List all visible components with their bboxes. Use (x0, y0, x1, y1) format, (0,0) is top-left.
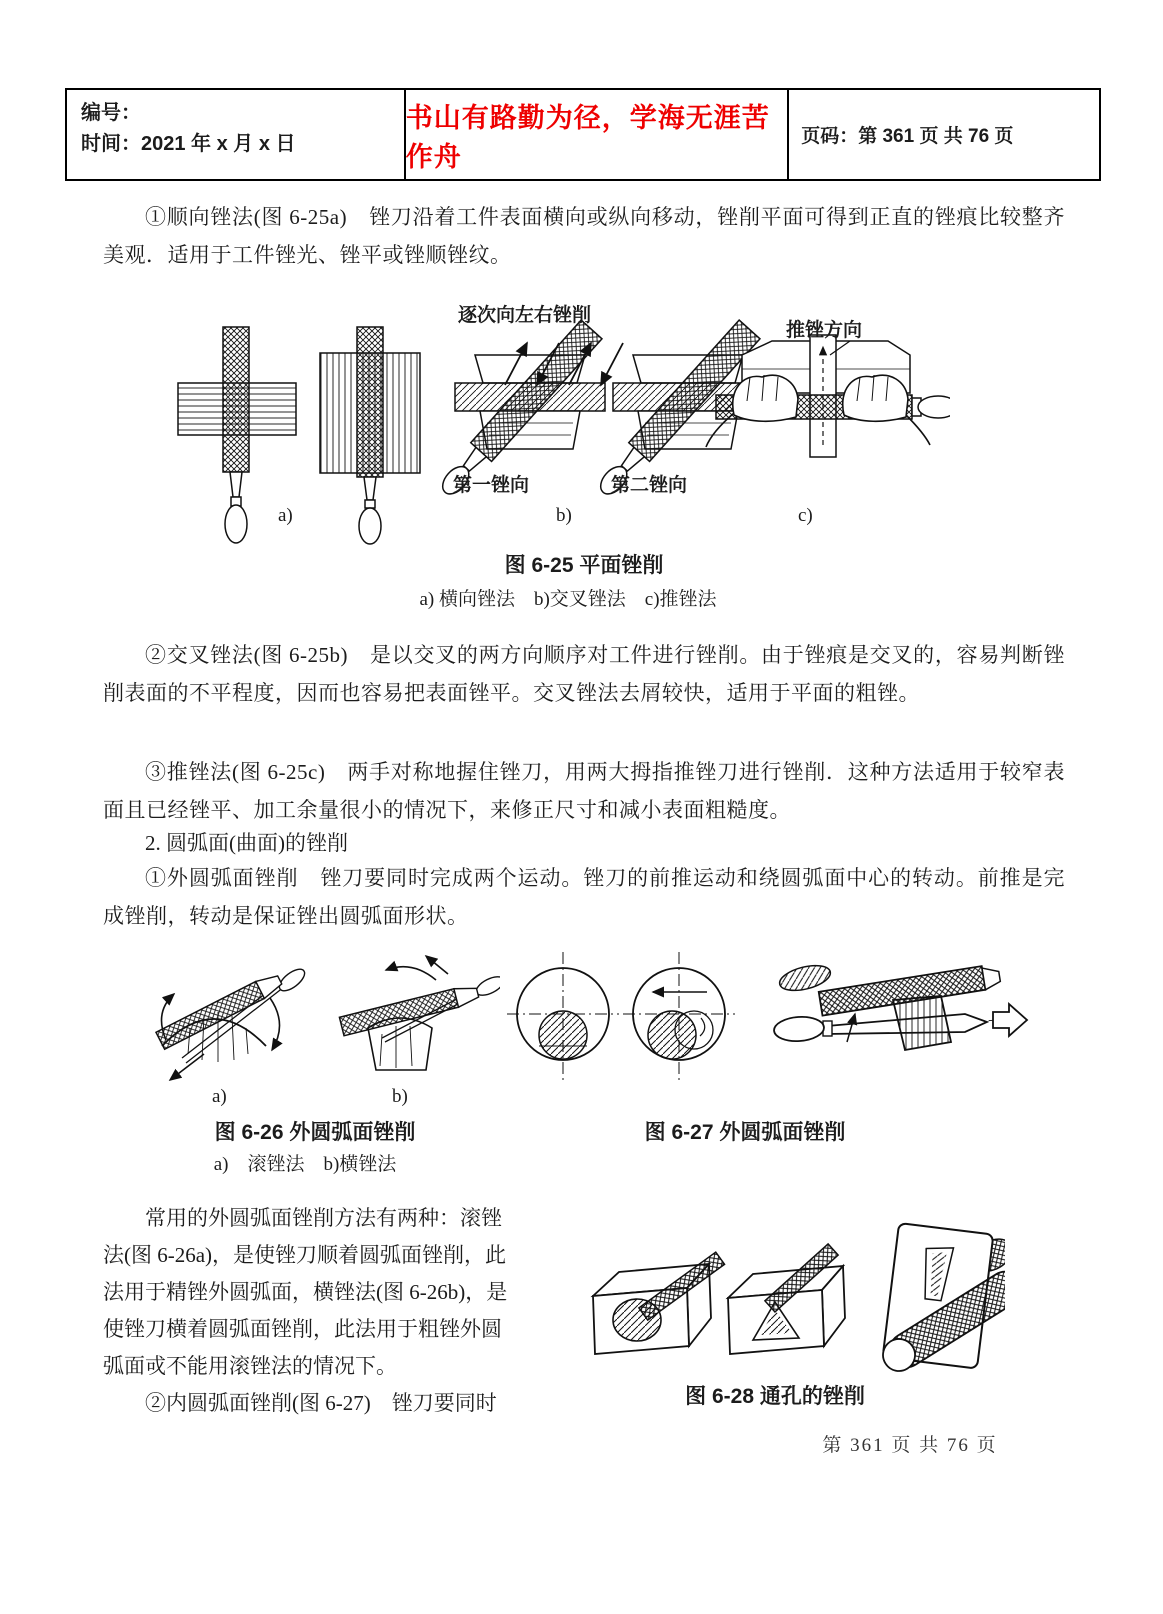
column-line: 法(图 6-26a)，是使锉刀顺着圆弧面锉削，此 (103, 1243, 507, 1267)
column-line: ②内圆弧面锉削(图 6-27) 锉刀要同时 (145, 1391, 497, 1415)
fig28-caption: 图 6-28 通孔的锉削 (685, 1385, 865, 1408)
header-page-label: 页码：第 361 页 共 76 页 (801, 126, 1014, 147)
fig28-plate-with-bar (876, 1223, 1005, 1375)
fig25-subletter-b: b) (556, 505, 572, 526)
fig25-label-push-direction: 推锉方向 (786, 320, 863, 341)
column-line: 使锉刀横着圆弧面锉削，此法用于粗锉外圆 (103, 1317, 502, 1341)
doc-number-label: 编号： (81, 102, 141, 124)
fig26b-cross-filing-drawing (339, 956, 500, 1070)
page-footer: 第 361 页 共 76 页 (822, 1435, 998, 1456)
doc-time-label: 时间：2021 年 x 月 x 日 (81, 133, 296, 155)
figure-6-27 (495, 942, 1035, 1092)
fig26a-roll-filing-drawing (156, 965, 308, 1080)
header-slogan: 书山有路勤为径，学海无涯苦作舟 (406, 90, 789, 179)
paragraph-1: ①顺向锉法(图 6-25a) 锉刀沿着工件表面横向或纵向移动，锉削平面可得到正直的锉痕比较整齐美观．适用于工件锉光、锉平或锉顺锉纹。 (103, 205, 1065, 267)
header-table (65, 88, 1101, 181)
fig27-caption: 图 6-27 外圆弧面锉削 (644, 1121, 846, 1144)
column-line: 法用于精锉外圆弧面，横锉法(图 6-26b)，是 (103, 1280, 508, 1304)
fig26-subletter-a: a) (212, 1086, 227, 1107)
column-line: 弧面戓不能用滚锉法的情况下。 (103, 1354, 397, 1378)
fig25-caption: 图 6-25 平面锉削 (504, 554, 664, 577)
column-paragraph (103, 1200, 573, 1422)
fig27-hole-schematic-1 (507, 952, 619, 1082)
fig25-label-second-direction: 第二锉向 (611, 475, 688, 496)
fig25a-lengthwise-file-drawing (320, 327, 420, 544)
fig25-label-first-direction: 第一锉向 (453, 475, 530, 496)
fig26-caption: 图 6-26 外圆弧面锉削 (214, 1121, 416, 1144)
figure-6-28 (575, 1200, 1005, 1375)
fig25-subletter-c: c) (798, 505, 813, 526)
fig25-subletter-a: a) (278, 505, 293, 526)
fig28-round-hole-box (593, 1252, 725, 1354)
figure-6-26 (130, 942, 500, 1112)
figure-6-25 (150, 295, 950, 545)
fig27-filing-drawing (773, 961, 1027, 1050)
fig26-subletter-b: b) (392, 1086, 408, 1107)
header-cell-meta (67, 90, 406, 179)
figure-6-28-illustration (575, 1200, 1005, 1375)
fig25-subcaption: a) 横向锉法 b)交叉锉法 c)推锉法 (419, 589, 717, 610)
column-line: 常用的外圆弧面锉削方法有两种：滚锉 (145, 1206, 502, 1230)
fig28-triangle-hole-box (728, 1244, 845, 1354)
paragraph-4: ①外圆弧面锉削 锉刀要同时完成两个运动。锉刀的前推运动和绕圆弧面中心的转动。前推是完成锉削，转动是保证锉出圆弧面形状。 (103, 866, 1065, 928)
paragraph-3: ③推锉法(图 6-25c) 两手对称地握住锉刀，用两大拇指推锉刀进行锉削．这种方法适用于较窄表面且已经锉平、加工余量很小的情况下，来修正尺寸和减小表面粗糙度。 (103, 760, 1065, 822)
section-heading-2: 2. 圆弧面(曲面)的锉削 (145, 831, 348, 855)
figure-6-26-illustration (130, 942, 500, 1092)
fig27-hole-schematic-2 (623, 952, 735, 1082)
paragraph-2: ②交叉锉法(图 6-25b) 是以交叉的两方向顺序对工件进行锉削。由于锉痕是交叉的，容易判断锉削表面的不平程度，因而也容易把表面锉平。交叉锉法去屑较快，适用于平面的粗锉。 (103, 643, 1065, 705)
fig26-subcaption: a) 滚锉法 b)横锉法 (213, 1154, 397, 1175)
fig25-label-alternate-direction: 逐次向左右锉削 (458, 305, 592, 326)
figure-6-27-illustration (495, 942, 1035, 1092)
